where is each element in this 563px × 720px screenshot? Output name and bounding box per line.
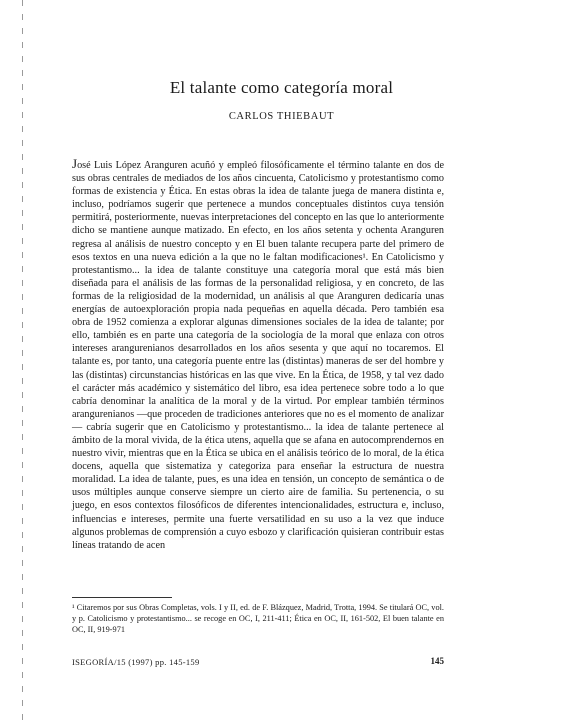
footnote: ¹ Citaremos por sus Obras Completas, vols. I y II, ed. de F. Blázquez, Madrid, Trotta, 1994. Se titulará OC, vol. y p. Catolicismo y protestantismo... se recoge en OC, I, 211-411; Ética en OC, II, 161-502, El buen talante en OC, II, 919-971	[72, 603, 444, 634]
article-title: El talante como categoría moral	[169, 78, 394, 97]
body-text: osé Luis López Aranguren acuñó y empleó filosóficamente el término talante en dos de sus obras centrales de mediados de los años cincuenta, Catolicismo y protestantismo como formas de existencia y Ética. En estas obras la idea de talante juega de manera distinta e, incluso, podríamos sugerir que pertenece a mundos conceptuales distintos cuya tensión permitirá, posteriormente, nuevas interpretaciones del concepto en las que lo anteriormente dicho se mantiene aunque matizado. En efecto, en los años setenta y ochenta Aranguren regresa al análisis de nuestro concepto y en El buen talante recupera parte del primero de esos textos en una nueva edición a la que no le faltan modificaciones¹. En Catolicismo y protestantismo... la idea de talante constituye una categoría moral que está más bien diseñada para el análisis de las formas de la personalidad religiosa, y en concreto, de las formas de la religiosidad de la modernidad, un análisis al que Aranguren dedicaría unas energías de autoexploración propia nada pequeñas en aquella década. Pero también esa obra de 1952 comienza a explorar algunas dimensiones sociales de la idea de talante; por ello, también es en parte una categoría de la sociología de la moral que enlaza con otros intereses arangurenianos desarrollados en los años sesenta y que aquí no tocaremos. El talante es, por tanto, una categoría puente entre las (distintas) maneras de ser del hombre y las (distintas) circunstancias históricas en las que vive. En la Ética, de 1958, y tal vez dado el carácter más académico y sistemático del libro, esa idea pertenece sobre todo a lo que cabría denominar la analítica de la moral y de la virtud. Por emplear también términos arangurenianos —que proceden de tradiciones anteriores que no es el momento de analizar— cabría sugerir que en Catolicismo y protestantismo... la idea de talante pertenece al ámbito de la moral vivida, de la ética utens, aquella que se afana en autocomprendernos en nuestro vivir, mientras que en la Ética se ubica en el análisis teórico de lo moral, de la ética docens, aquella que sistematiza y categoriza para enseñar la estructura de nuestra moralidad. La idea de talante, pues, es una idea en tensión, un concepto de semántica o de usos múltiples aunque conserve siempre un cierto aire de familia. Su pertenencia, o su juego, en esos contextos filosóficos de diferentes intencionalidades, estructura e, incluso, influencias e intereses, permite una fuerte versatilidad en su uso a la vez que induce algunos problemas de comprensión a cuyo esbozo y clarificación quisieran contribuir estas líneas tratando de acen	[72, 160, 444, 551]
article-author: CARLOS THIEBAUT	[228, 111, 335, 122]
page-number: 145	[430, 656, 444, 666]
footnote-rule	[72, 597, 172, 598]
page-range: pp. 145-159	[155, 657, 200, 667]
running-footer	[72, 657, 200, 667]
scan-edge-line	[22, 0, 23, 720]
initial-letter: J	[72, 156, 78, 171]
body-paragraph	[72, 157, 444, 552]
journal-issue: ISEGORÍA/15 (1997)	[72, 657, 153, 667]
